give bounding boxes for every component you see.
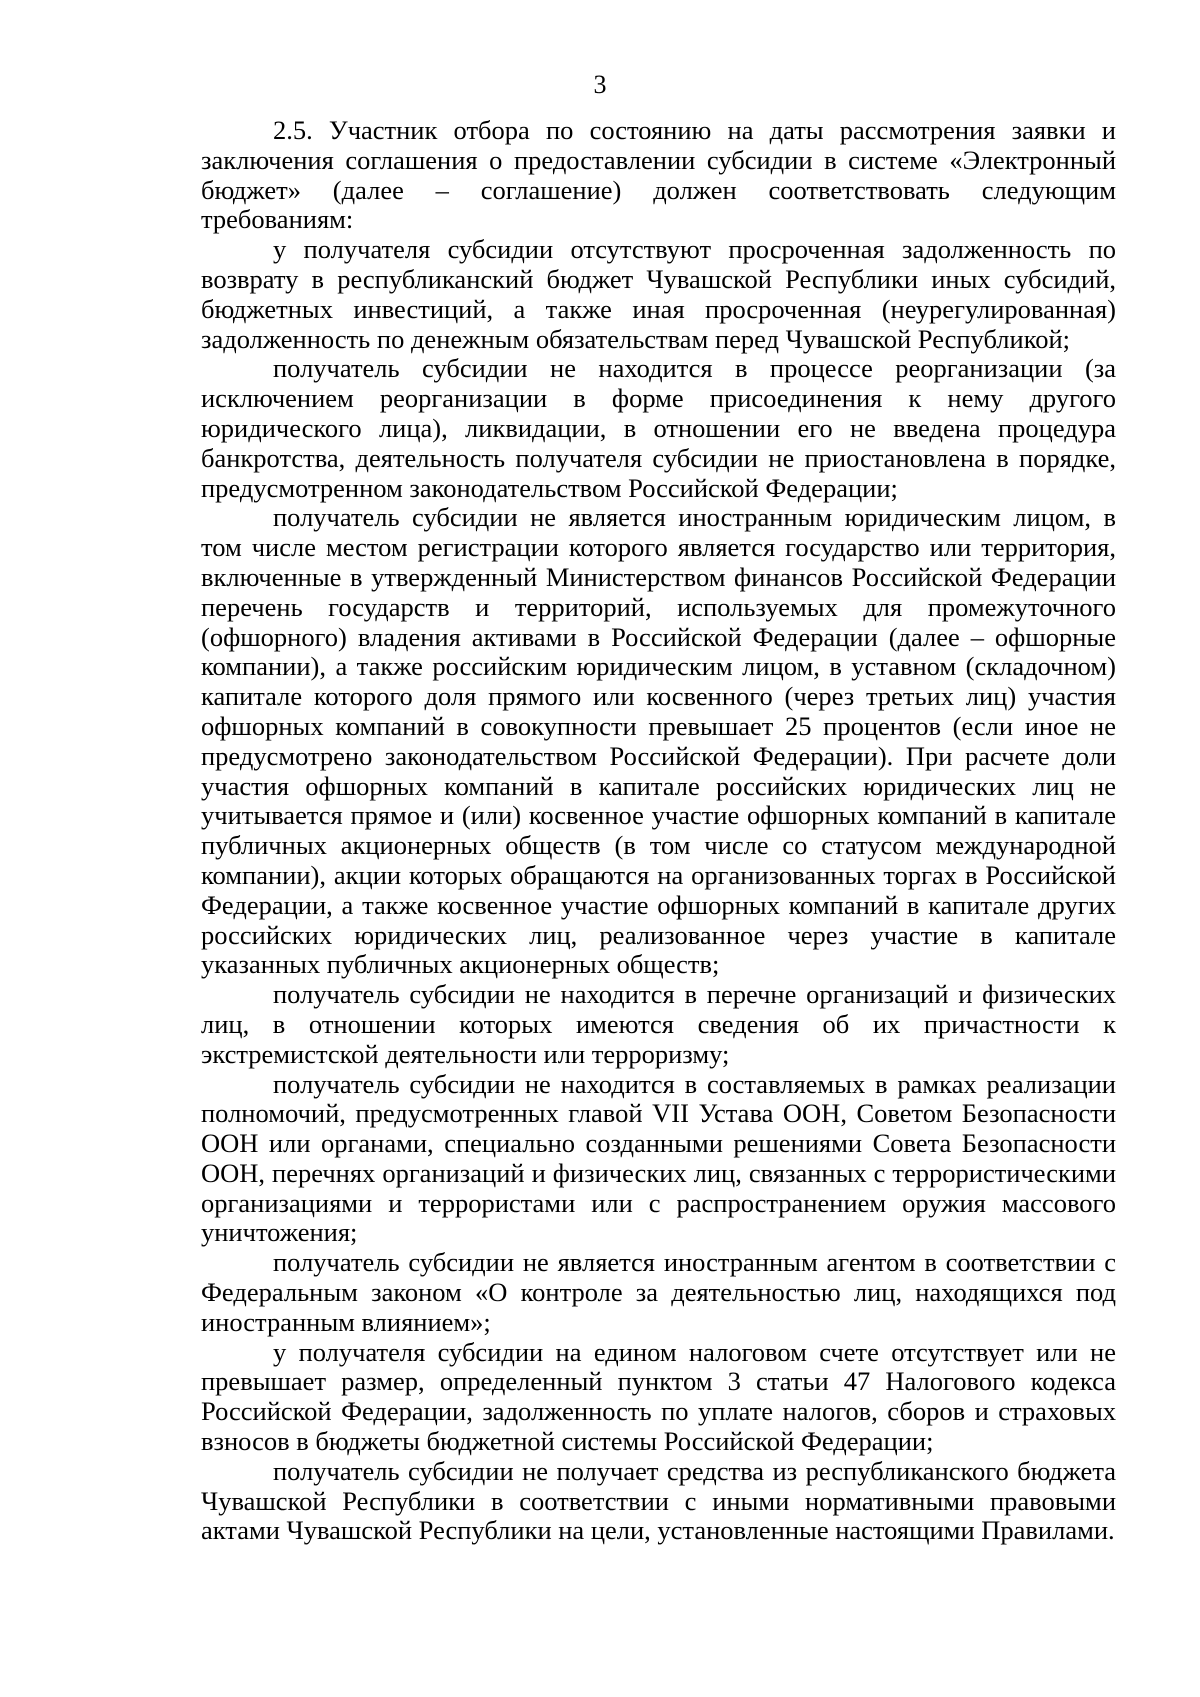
paragraph-not-foreign-entity: получатель субсидии не является иностранным юридическим лицом, в том числе местом регистрации которого является государство или территория, включенные в утвержденный Министерством финансов Российской Федерации перечень государств и территорий, используемых для промежуточного (офшорного) владения активами в Российской Федерации (далее – офшорные компании), а также российским юридическим лицом, в уставном (складочном) капитале которого доля прямого или косвенного (через третьих лиц) участия офшорных компаний в совокупности превышает 25 процентов (если иное не предусмотрено законодательством Российской Федерации). При расчете доли участия офшорных компаний в капитале российских юридических лиц не учитывается прямое и (или) косвенное участие офшорных компаний в капитале публичных акционерных обществ (в том числе со статусом международной компании), акции которых обращаются на организованных торгах в Российской Федерации, а также косвенное участие офшорных компаний в капитале других российских юридических лиц, реализованное через участие в капитале указанных публичных акционерных обществ; <box>201 502 1116 980</box>
paragraph-not-un-sanctions-list: получатель субсидии не находится в составляемых в рамках реализации полномочий, предусмотренных главой VII Устава ООН, Советом Безопасности ООН или органами, специально созданными решениями Совета Безопасности ООН, перечнях организаций и физических лиц, связанных с террористическими организациями и террористами или с распространением оружия массового уничтожения; <box>201 1068 1116 1248</box>
paragraph-tax-debt: у получателя субсидии на едином налоговом счете отсутствует или не превышает размер, определенный пунктом 3 статьи 47 Налогового кодекса Российской Федерации, задолженность по уплате налогов, сборов и страховых взносов в бюджеты бюджетной системы Российской Федерации; <box>201 1336 1116 1457</box>
paragraph-no-overdue-debt: у получателя субсидии отсутствуют просроченная задолженность по возврату в республиканский бюджет Чувашской Республики иных субсидий, бюджетных инвестиций, а также иная просроченная (неурегулированная) задолженность по денежным обязательствам перед Чувашской Республикой; <box>201 234 1116 354</box>
page-number: 3 <box>593 70 607 99</box>
paragraph-not-foreign-agent: получатель субсидии не является иностранным агентом в соответствии с Федеральным законом «О контроле за деятельностью лиц, находящихся под иностранным влиянием»; <box>201 1247 1116 1337</box>
document-body <box>201 116 1116 1546</box>
paragraph-no-other-funding: получатель субсидии не получает средства из республиканского бюджета Чувашской Республики в соответствии с иными нормативными правовыми актами Чувашской Республики на цели, установленные настоящими Правилами. <box>201 1455 1116 1546</box>
paragraph-not-extremist-list: получатель субсидии не находится в перечне организаций и физических лиц, в отношении которых имеются сведения об их причастности к экстремистской деятельности или терроризму; <box>201 979 1116 1069</box>
paragraph-no-reorganization: получатель субсидии не находится в процессе реорганизации (за исключением реорганизации в форме присоединения к нему другого юридического лица), ликвидации, в отношении его не введена процедура банкротства, деятельность получателя субсидии не приостановлена в порядке, предусмотренном законодательством Российской Федерации; <box>201 353 1116 503</box>
paragraph-2-5-requirements: 2.5. Участник отбора по состоянию на даты рассмотрения заявки и заключения соглашения о предоставлении субсидии в системе «Электронный бюджет» (далее – соглашение) должен соответствовать следующим требованиям: <box>201 115 1116 235</box>
